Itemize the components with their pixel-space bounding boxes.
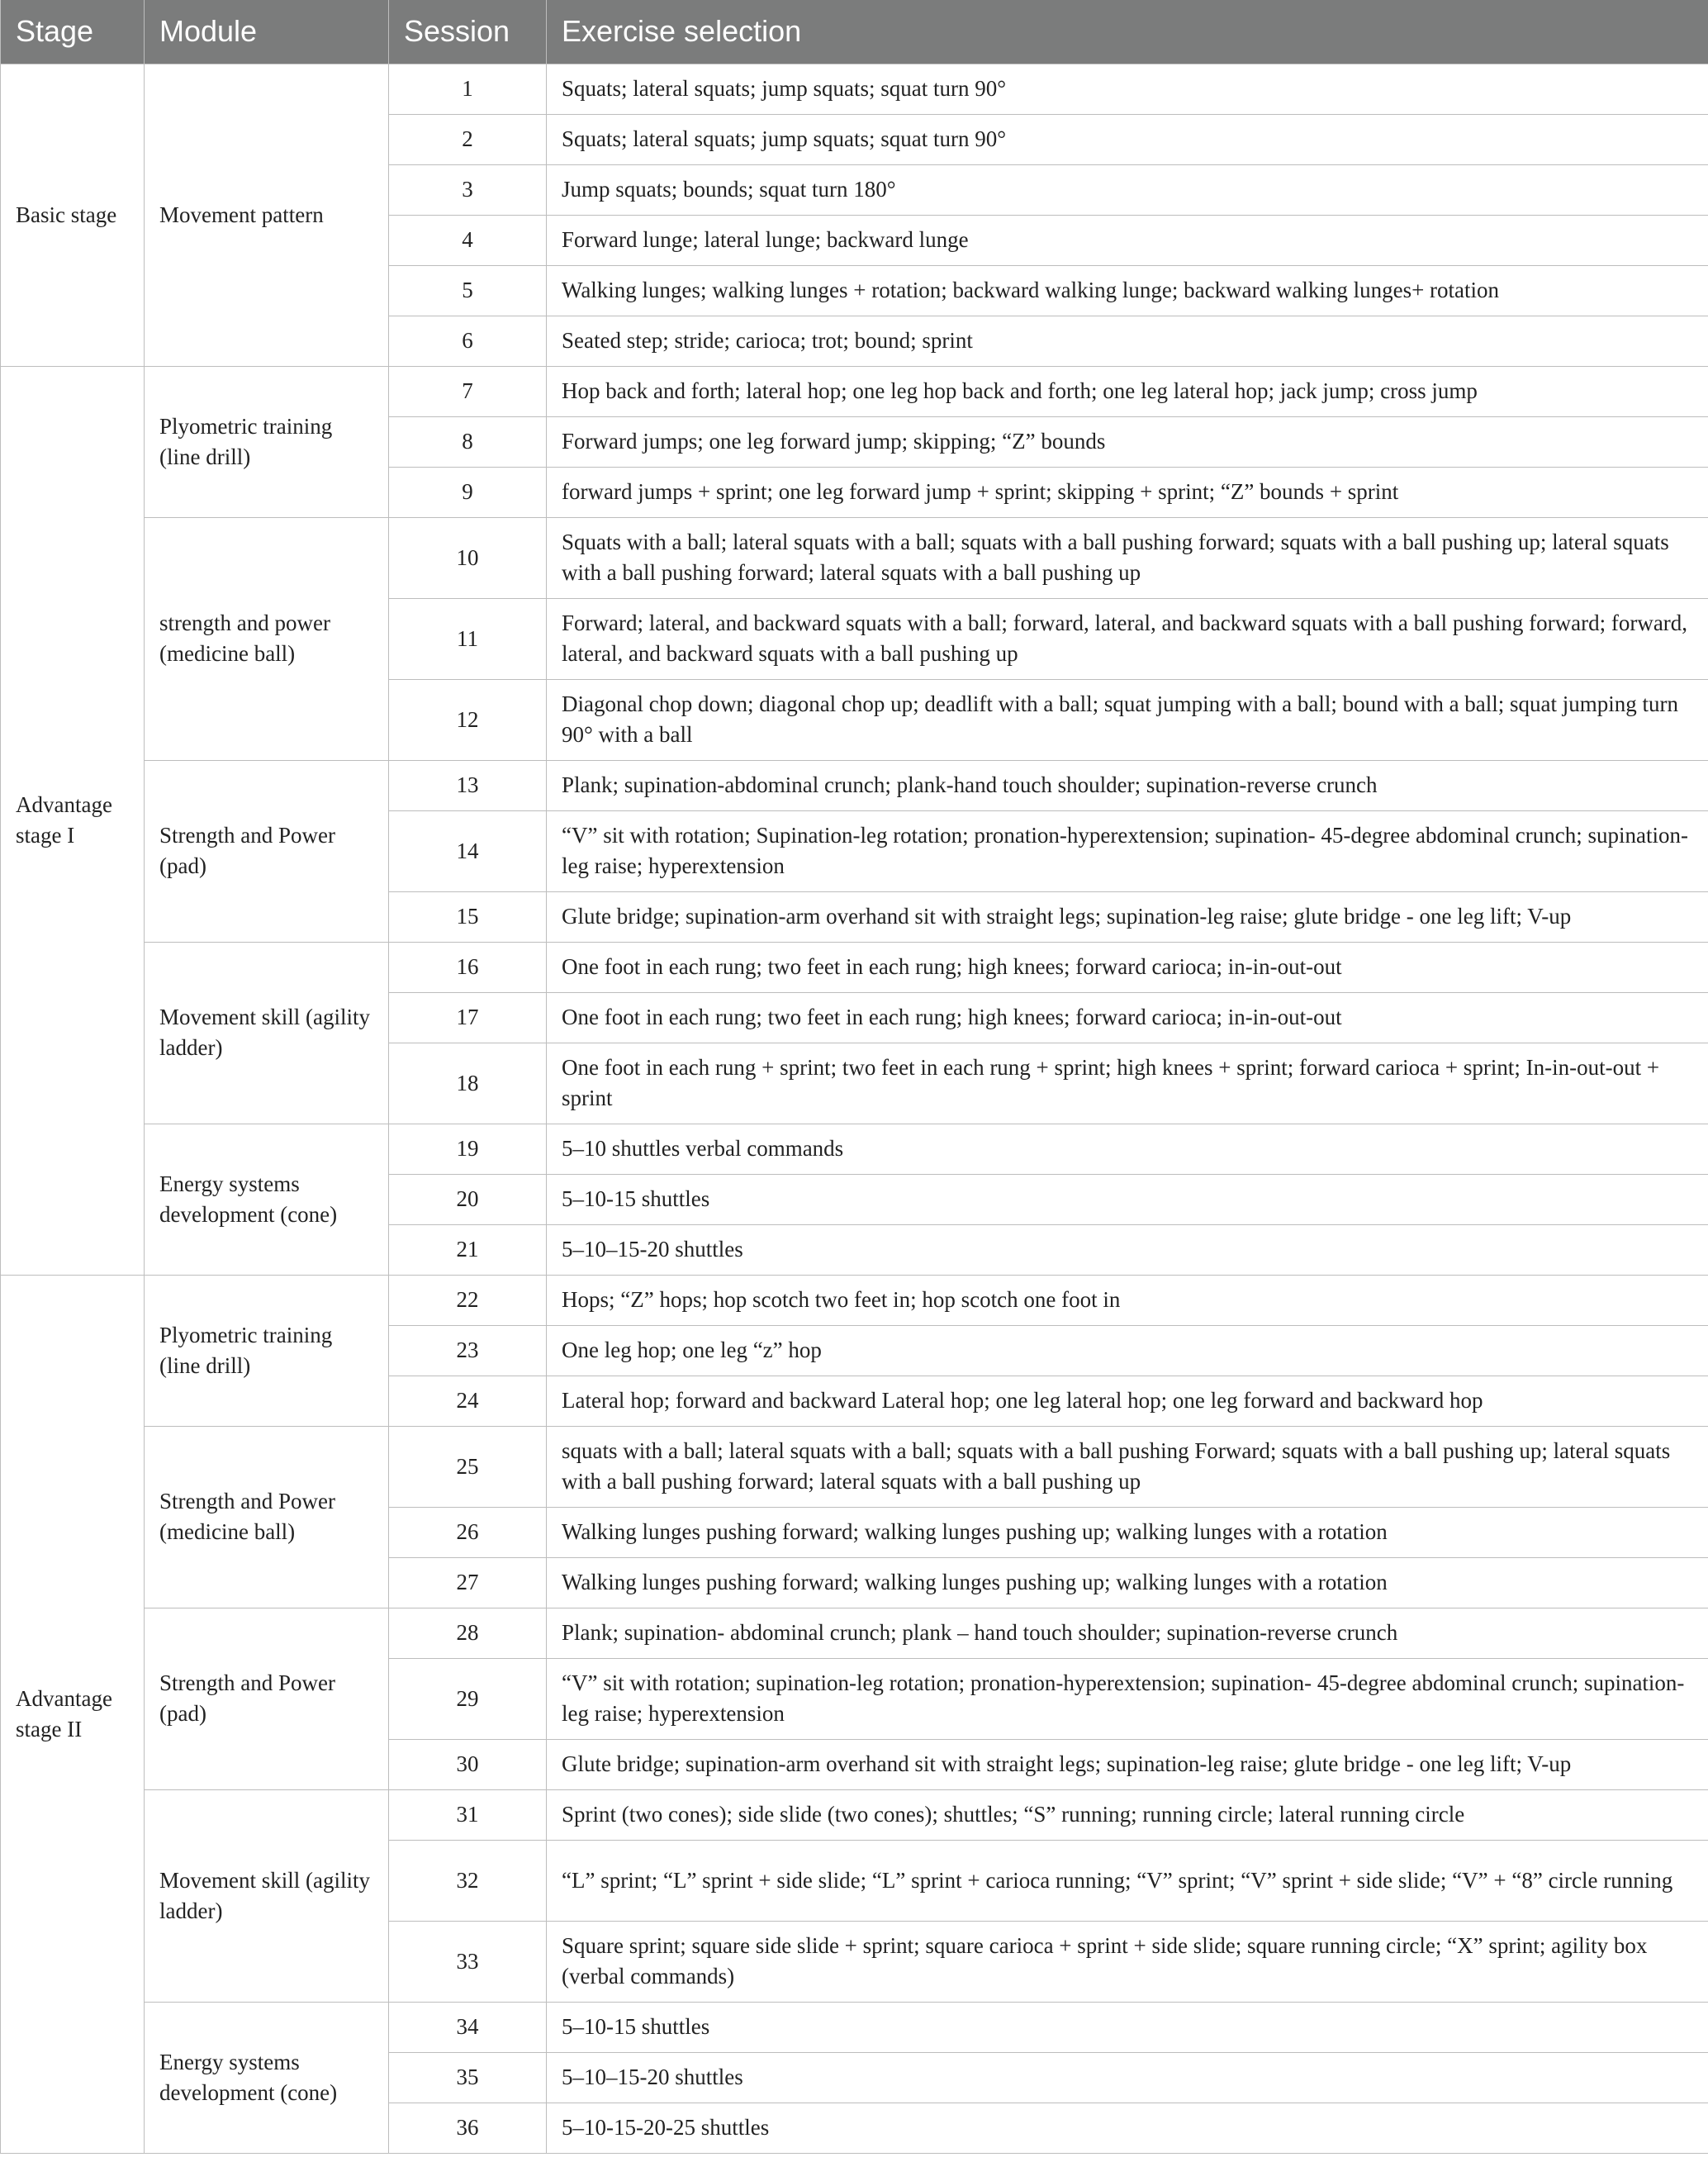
exercise-cell: Squats; lateral squats; jump squats; squat turn 90° bbox=[547, 114, 1708, 164]
header-module: Module bbox=[145, 0, 389, 64]
table-row bbox=[1, 942, 1708, 992]
module-cell: Strength and Power (medicine ball) bbox=[145, 1426, 389, 1608]
session-cell: 8 bbox=[389, 416, 547, 467]
table-row bbox=[1, 366, 1708, 416]
session-cell: 26 bbox=[389, 1507, 547, 1557]
session-cell: 16 bbox=[389, 942, 547, 992]
session-cell: 30 bbox=[389, 1739, 547, 1789]
session-cell: 31 bbox=[389, 1789, 547, 1840]
session-cell: 33 bbox=[389, 1921, 547, 2002]
session-cell: 6 bbox=[389, 316, 547, 366]
stage-cell: Advantage stage II bbox=[1, 1275, 145, 2153]
session-cell: 17 bbox=[389, 992, 547, 1043]
session-cell: 10 bbox=[389, 517, 547, 598]
session-cell: 35 bbox=[389, 2052, 547, 2103]
session-cell: 13 bbox=[389, 760, 547, 810]
exercise-cell: 5–10-15-20-25 shuttles bbox=[547, 2103, 1708, 2153]
header-stage: Stage bbox=[1, 0, 145, 64]
module-cell: Movement skill (agility ladder) bbox=[145, 942, 389, 1124]
session-cell: 3 bbox=[389, 164, 547, 215]
session-cell: 7 bbox=[389, 366, 547, 416]
table-row bbox=[1, 64, 1708, 114]
exercise-cell: Hop back and forth; lateral hop; one leg hop back and forth; one leg lateral hop; jack jump; cross jump bbox=[547, 366, 1708, 416]
exercise-cell: 5–10-15 shuttles bbox=[547, 1174, 1708, 1224]
module-cell: strength and power (medicine ball) bbox=[145, 517, 389, 760]
exercise-cell: Seated step; stride; carioca; trot; bound; sprint bbox=[547, 316, 1708, 366]
exercise-cell: Jump squats; bounds; squat turn 180° bbox=[547, 164, 1708, 215]
session-cell: 25 bbox=[389, 1426, 547, 1507]
session-cell: 29 bbox=[389, 1658, 547, 1739]
session-cell: 9 bbox=[389, 467, 547, 517]
session-cell: 18 bbox=[389, 1043, 547, 1124]
exercise-cell: Walking lunges pushing forward; walking lunges pushing up; walking lunges with a rotation bbox=[547, 1507, 1708, 1557]
exercise-cell: Squats with a ball; lateral squats with a ball; squats with a ball pushing forward; squats with a ball pushing up; lateral squats with a ball pushing forward; lateral squats with a ball pushing up bbox=[547, 517, 1708, 598]
table-row bbox=[1, 1124, 1708, 1174]
exercise-cell: One foot in each rung; two feet in each rung; high knees; forward carioca; in-in-out-out bbox=[547, 942, 1708, 992]
exercise-cell: 5–10–15-20 shuttles bbox=[547, 2052, 1708, 2103]
session-cell: 21 bbox=[389, 1224, 547, 1275]
exercise-cell: Glute bridge; supination-arm overhand sit with straight legs; supination-leg raise; glute bridge - one leg lift; V-up bbox=[547, 1739, 1708, 1789]
exercise-cell: Forward lunge; lateral lunge; backward lunge bbox=[547, 215, 1708, 265]
session-cell: 32 bbox=[389, 1840, 547, 1921]
module-cell: Energy systems development (cone) bbox=[145, 1124, 389, 1275]
table-row bbox=[1, 1608, 1708, 1658]
header-row bbox=[1, 0, 1708, 64]
exercise-cell: Plank; supination-abdominal crunch; plank-hand touch shoulder; supination-reverse crunch bbox=[547, 760, 1708, 810]
exercise-cell: forward jumps + sprint; one leg forward jump + sprint; skipping + sprint; “Z” bounds + sprint bbox=[547, 467, 1708, 517]
stage-cell: Basic stage bbox=[1, 64, 145, 366]
table-row bbox=[1, 760, 1708, 810]
table-row bbox=[1, 1275, 1708, 1325]
exercise-cell: Square sprint; square side slide + sprint; square carioca + sprint + side slide; square running circle; “X” sprint; agility box (verbal commands) bbox=[547, 1921, 1708, 2002]
table-row bbox=[1, 2002, 1708, 2052]
table-row bbox=[1, 1426, 1708, 1507]
exercise-cell: One foot in each rung; two feet in each rung; high knees; forward carioca; in-in-out-out bbox=[547, 992, 1708, 1043]
session-cell: 5 bbox=[389, 265, 547, 316]
exercise-cell: Glute bridge; supination-arm overhand sit with straight legs; supination-leg raise; glute bridge - one leg lift; V-up bbox=[547, 891, 1708, 942]
table-header bbox=[1, 0, 1708, 64]
stage-cell: Advantage stage I bbox=[1, 366, 145, 1275]
module-cell: Strength and Power (pad) bbox=[145, 760, 389, 942]
exercise-cell: One leg hop; one leg “z” hop bbox=[547, 1325, 1708, 1376]
session-cell: 27 bbox=[389, 1557, 547, 1608]
exercise-cell: 5–10-15 shuttles bbox=[547, 2002, 1708, 2052]
exercise-cell: Forward jumps; one leg forward jump; skipping; “Z” bounds bbox=[547, 416, 1708, 467]
exercise-cell: Squats; lateral squats; jump squats; squat turn 90° bbox=[547, 64, 1708, 114]
exercise-cell: “V” sit with rotation; supination-leg rotation; pronation-hyperextension; supination- 45-degree abdominal crunch; supination-leg raise; hyperextension bbox=[547, 1658, 1708, 1739]
session-cell: 28 bbox=[389, 1608, 547, 1658]
session-cell: 1 bbox=[389, 64, 547, 114]
session-cell: 19 bbox=[389, 1124, 547, 1174]
session-cell: 22 bbox=[389, 1275, 547, 1325]
module-cell: Movement skill (agility ladder) bbox=[145, 1789, 389, 2002]
session-cell: 11 bbox=[389, 598, 547, 679]
header-exercise-selection: Exercise selection bbox=[547, 0, 1708, 64]
exercise-cell: Diagonal chop down; diagonal chop up; deadlift with a ball; squat jumping with a ball; bound with a ball; squat jumping turn 90° with a ball bbox=[547, 679, 1708, 760]
exercise-cell: Walking lunges; walking lunges + rotation; backward walking lunge; backward walking lunges+ rotation bbox=[547, 265, 1708, 316]
exercise-cell: Forward; lateral, and backward squats with a ball; forward, lateral, and backward squats with a ball pushing forward; forward, lateral, and backward squats with a ball pushing up bbox=[547, 598, 1708, 679]
session-cell: 23 bbox=[389, 1325, 547, 1376]
exercise-cell: 5–10 shuttles verbal commands bbox=[547, 1124, 1708, 1174]
exercise-cell: squats with a ball; lateral squats with a ball; squats with a ball pushing Forward; squats with a ball pushing up; lateral squats with a ball pushing forward; lateral squats with a ball pushing up bbox=[547, 1426, 1708, 1507]
session-cell: 34 bbox=[389, 2002, 547, 2052]
table-row bbox=[1, 1789, 1708, 1840]
session-cell: 2 bbox=[389, 114, 547, 164]
exercise-cell: Walking lunges pushing forward; walking lunges pushing up; walking lunges with a rotation bbox=[547, 1557, 1708, 1608]
table-body bbox=[1, 64, 1708, 2153]
session-cell: 36 bbox=[389, 2103, 547, 2153]
exercise-cell: Sprint (two cones); side slide (two cones); shuttles; “S” running; running circle; lateral running circle bbox=[547, 1789, 1708, 1840]
table-row bbox=[1, 517, 1708, 598]
module-cell: Strength and Power (pad) bbox=[145, 1608, 389, 1789]
session-cell: 24 bbox=[389, 1376, 547, 1426]
session-cell: 20 bbox=[389, 1174, 547, 1224]
exercise-cell: Lateral hop; forward and backward Lateral hop; one leg lateral hop; one leg forward and backward hop bbox=[547, 1376, 1708, 1426]
exercise-cell: “V” sit with rotation; Supination-leg rotation; pronation-hyperextension; supination- 45-degree abdominal crunch; supination-leg raise; hyperextension bbox=[547, 810, 1708, 891]
session-cell: 14 bbox=[389, 810, 547, 891]
header-session: Session bbox=[389, 0, 547, 64]
exercise-cell: One foot in each rung + sprint; two feet in each rung + sprint; high knees + sprint; forward carioca + sprint; In-in-out-out + sprint bbox=[547, 1043, 1708, 1124]
module-cell: Plyometric training (line drill) bbox=[145, 1275, 389, 1426]
exercise-cell: Plank; supination- abdominal crunch; plank – hand touch shoulder; supination-reverse crunch bbox=[547, 1608, 1708, 1658]
session-cell: 12 bbox=[389, 679, 547, 760]
exercise-cell: 5–10–15-20 shuttles bbox=[547, 1224, 1708, 1275]
module-cell: Movement pattern bbox=[145, 64, 389, 366]
exercise-cell: Hops; “Z” hops; hop scotch two feet in; hop scotch one foot in bbox=[547, 1275, 1708, 1325]
module-cell: Plyometric training (line drill) bbox=[145, 366, 389, 517]
module-cell: Energy systems development (cone) bbox=[145, 2002, 389, 2153]
exercise-cell: “L” sprint; “L” sprint + side slide; “L” sprint + carioca running; “V” sprint; “V” sprint + side slide; “V” + “8” circle running bbox=[547, 1840, 1708, 1921]
session-cell: 4 bbox=[389, 215, 547, 265]
session-cell: 15 bbox=[389, 891, 547, 942]
